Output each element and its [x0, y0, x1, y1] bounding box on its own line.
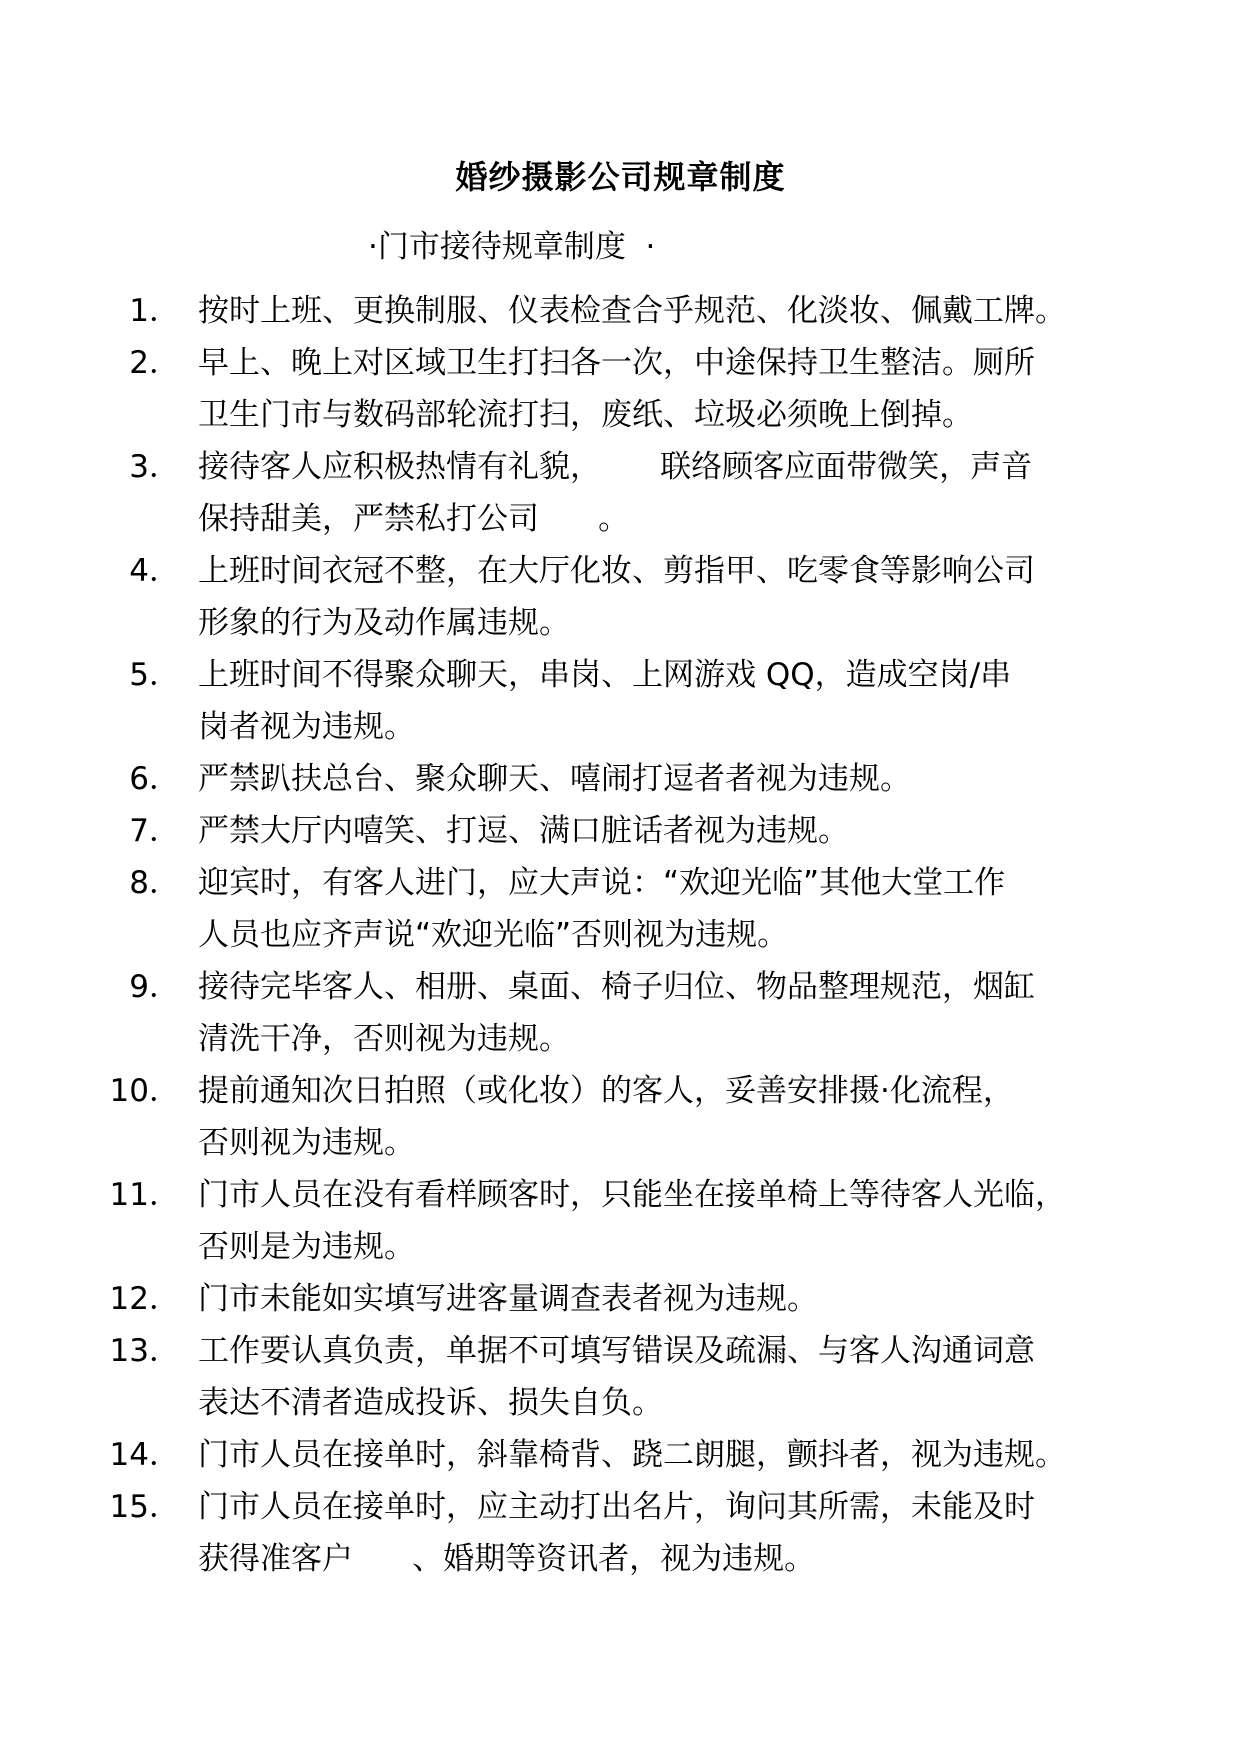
rule-number: 10． [109, 1073, 180, 1109]
rule-text-line: 保持甜美，严禁私打公司 。 [198, 501, 630, 537]
rule-text-line: 门市人员在接单时，斜靠椅背、跷二朗腿，颤抖者，视为违规。 [198, 1437, 1066, 1473]
rule-text-line: 接待客人应积极热情有礼貌， 联络顾客应面带微笑，声音 [198, 449, 1033, 485]
rule-number: 9． [129, 969, 180, 1005]
rule-number: 15． [109, 1489, 180, 1525]
rule-number: 12． [109, 1281, 180, 1317]
rule-number: 4． [129, 553, 180, 589]
rule-text-line: 上班时间不得聚众聊天，串岗、上网游戏 QQ，造成空岗/串 [198, 657, 1012, 693]
rule-text-line: 接待完毕客人、相册、桌面、椅子归位、物品整理规范，烟缸 [198, 969, 1035, 1005]
rule-text-line: 门市人员在接单时，应主动打出名片，询问其所需，未能及时 [198, 1489, 1035, 1525]
rule-number: 13． [109, 1333, 180, 1369]
rule-text-line: 门市人员在没有看样顾客时，只能坐在接单椅上等待客人光临， [198, 1177, 1066, 1213]
rule-number: 1． [129, 293, 180, 329]
section-subtitle: ·门市接待规章制度 · [368, 229, 656, 265]
rule-text-line: 清洗干净，否则视为违规。 [198, 1021, 570, 1057]
rule-number: 3． [129, 449, 180, 485]
rule-text-line: 表达不清者造成投诉、损失自负。 [198, 1385, 663, 1421]
rule-number: 11． [109, 1177, 180, 1213]
rule-text-line: 按时上班、更换制服、仪表检查合乎规范、化淡妆、佩戴工牌。 [198, 293, 1066, 329]
rule-number: 14． [109, 1437, 180, 1473]
document-title: 婚纱摄影公司规章制度 [455, 158, 786, 196]
rule-text-line: 否则是为违规。 [198, 1229, 415, 1265]
rule-text-line: 卫生门市与数码部轮流打扫，废纸、垃圾必须晚上倒掉。 [198, 397, 973, 433]
rule-text-line: 早上、晚上对区域卫生打扫各一次，中途保持卫生整洁。厕所 [198, 345, 1035, 381]
rule-text-line: 上班时间衣冠不整，在大厅化妆、剪指甲、吃零食等影响公司 [198, 553, 1035, 589]
rule-text-line: 形象的行为及动作属违规。 [198, 605, 570, 641]
rule-text-line: 迎宾时，有客人进门，应大声说：“欢迎光临”其他大堂工作 [198, 865, 1006, 901]
rule-number: 5． [129, 657, 180, 693]
rule-text-line: 严禁趴扶总台、聚众聊天、嘻闹打逗者者视为违规。 [198, 761, 911, 797]
rule-text-line: 岗者视为违规。 [198, 709, 415, 745]
rule-text-line: 提前通知次日拍照（或化妆）的客人，妥善安排摄·化流程， [198, 1073, 1014, 1109]
rule-number: 8． [129, 865, 180, 901]
rule-text-line: 否则视为违规。 [198, 1125, 415, 1161]
rule-text-line: 工作要认真负责，单据不可填写错误及疏漏、与客人沟通词意 [198, 1333, 1035, 1369]
rule-number: 6． [129, 761, 180, 797]
rule-number: 2． [129, 345, 180, 381]
rule-number: 7． [129, 813, 180, 849]
rule-text-line: 严禁大厅内嘻笑、打逗、满口脏话者视为违规。 [198, 813, 849, 849]
rule-text-line: 门市未能如实填写进客量调查表者视为违规。 [198, 1281, 818, 1317]
rule-text-line: 人员也应齐声说“欢迎光临”否则视为违规。 [198, 917, 789, 953]
rule-text-line: 获得准客户 、婚期等资讯者，视为违规。 [198, 1541, 816, 1577]
